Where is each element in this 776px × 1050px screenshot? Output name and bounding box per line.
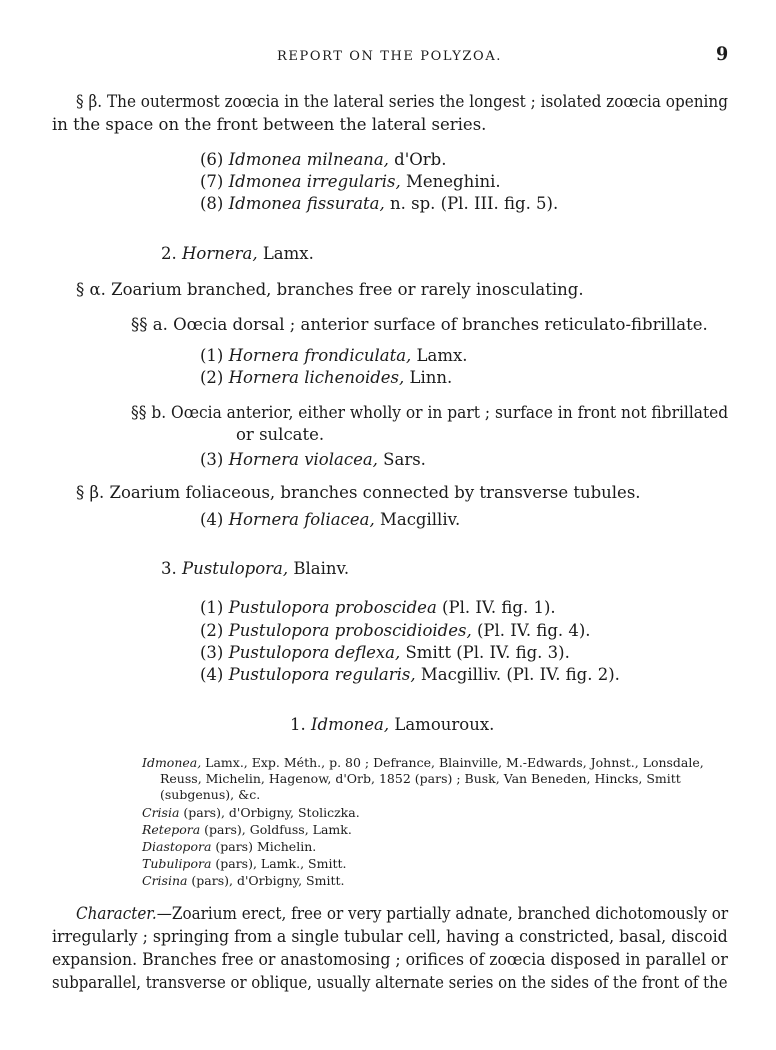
species-authority: Meneghini. — [400, 172, 501, 191]
synonym-refs: Lamx., Exp. Méth., p. 80 ; Defrance, Blainville, M.-Edwards, Johnst., Lonsdale, — [201, 755, 704, 770]
species-name: Hornera violacea, — [228, 450, 378, 469]
subsection-ab — [131, 403, 728, 423]
species-entry — [200, 665, 620, 685]
synonymy-line: Reuss, Michelin, Hagenow, d'Orb, 1852 (pars) ; Busk, Van Beneden, Hincks, Smitt — [160, 771, 681, 786]
species-name: Idmonea milneana, — [228, 150, 389, 169]
running-title: REPORT ON THE POLYZOA. — [277, 49, 503, 64]
character-line: expansion. Branches free or anastomosing ; orifices of zoœcia disposed in parallel or — [52, 950, 728, 969]
species-entry — [200, 643, 570, 663]
character-text: —Zoarium erect, free or very partially adnate, branched dichotomously or — [156, 904, 729, 923]
section-symbol: § α. — [76, 280, 106, 299]
species-entry — [200, 194, 558, 214]
section-text: Zoarium foliaceous, branches connected by transverse tubules. — [109, 483, 641, 502]
species-number: (7) — [200, 172, 224, 191]
subsection-aa — [131, 315, 708, 335]
species-authority: Sars. — [377, 450, 426, 469]
species-number: (8) — [200, 194, 224, 213]
section-beta-idmonea — [76, 92, 728, 112]
species-name: Hornera foliacea, — [228, 510, 375, 529]
synonym-name: Tubulipora — [142, 856, 212, 871]
genus-authority: Lamouroux. — [389, 715, 495, 734]
section-symbol: § β. — [76, 483, 105, 502]
character-line: subparallel, transverse or oblique, usually alternate series on the sides of the front of the — [52, 973, 728, 992]
species-authority: Linn. — [404, 368, 453, 387]
synonym-refs: (pars), Goldfuss, Lamk. — [200, 822, 352, 837]
synonymy-line — [142, 755, 704, 771]
section-symbol: §§ a. — [131, 315, 168, 334]
section-text: Oœcia dorsal ; anterior surface of branches reticulato-fibrillate. — [173, 315, 708, 334]
synonym-refs: (pars), Lamk., Smitt. — [211, 856, 347, 871]
species-number: (3) — [200, 450, 224, 469]
species-number: (3) — [200, 643, 224, 662]
section-text: Oœcia anterior, either wholly or in part ; surface in front not fibrillated — [171, 403, 729, 422]
species-authority: (Pl. IV. fig. 1). — [436, 598, 556, 617]
species-number: (6) — [200, 150, 224, 169]
species-number: (1) — [200, 598, 224, 617]
synonym-name: Crisia — [142, 805, 180, 820]
species-name: Pustulopora deflexa, — [228, 643, 401, 662]
species-authority: d'Orb. — [388, 150, 447, 169]
synonymy-line — [142, 839, 316, 855]
species-entry — [200, 450, 426, 470]
genus-name: Pustulopora, — [182, 559, 289, 578]
species-name: Idmonea fissurata, — [228, 194, 385, 213]
genus-authority: Lamx. — [257, 244, 314, 263]
synonym-name: Retepora — [142, 822, 201, 837]
species-entry — [200, 510, 460, 530]
genus-name: Hornera, — [182, 244, 258, 263]
species-name: Hornera frondiculata, — [228, 346, 412, 365]
synonym-name: Idmonea, — [142, 755, 202, 770]
species-entry — [200, 368, 452, 388]
species-number: (4) — [200, 665, 224, 684]
synonymy-line — [142, 805, 360, 821]
section-text: The outermost zoœcia in the lateral series the longest ; isolated zoœcia opening — [106, 92, 728, 111]
genus-heading-hornera — [161, 244, 314, 264]
species-name: Pustulopora proboscidea — [228, 598, 437, 617]
species-entry — [200, 598, 556, 618]
species-name: Pustulopora proboscidioides, — [228, 621, 472, 640]
section-beta-hornera — [76, 483, 641, 503]
species-authority: Smitt (Pl. IV. fig. 3). — [400, 643, 570, 662]
genus-name: Idmonea, — [311, 715, 390, 734]
section-symbol: § β. — [76, 92, 103, 111]
synonym-refs: (pars) Michelin. — [211, 839, 317, 854]
genus-authority: Blainv. — [288, 559, 350, 578]
page-number: 9 — [716, 43, 729, 65]
species-entry — [200, 346, 468, 366]
synonym-name: Diastopora — [142, 839, 212, 854]
section-symbol: §§ b. — [131, 403, 167, 422]
genus-number: 1. — [290, 715, 306, 734]
species-number: (4) — [200, 510, 224, 529]
genus-number: 2. — [161, 244, 177, 263]
section-text-continued: in the space on the front between the lateral series. — [52, 115, 487, 134]
synonymy-line — [142, 873, 344, 889]
section-text-continued: or sulcate. — [236, 425, 325, 444]
character-label: Character. — [76, 904, 157, 923]
species-number: (1) — [200, 346, 224, 365]
synonymy-line — [142, 822, 352, 838]
species-name: Pustulopora regularis, — [228, 665, 416, 684]
character-line — [76, 904, 728, 924]
species-authority: (Pl. IV. fig. 4). — [471, 621, 591, 640]
species-name: Idmonea irregularis, — [228, 172, 401, 191]
genus-number: 3. — [161, 559, 177, 578]
species-authority: Macgilliv. — [374, 510, 461, 529]
species-number: (2) — [200, 368, 224, 387]
species-authority: Lamx. — [411, 346, 468, 365]
species-name: Hornera lichenoides, — [228, 368, 405, 387]
genus-heading-pustulopora — [161, 559, 349, 579]
species-number: (2) — [200, 621, 224, 640]
synonymy-line: (subgenus), &c. — [160, 787, 261, 802]
synonym-name: Crisina — [142, 873, 188, 888]
section-text: Zoarium branched, branches free or rarely inosculating. — [111, 280, 584, 299]
genus-heading-idmonea — [290, 715, 494, 735]
species-entry — [200, 621, 591, 641]
species-authority: n. sp. (Pl. III. fig. 5). — [384, 194, 559, 213]
synonym-refs: (pars), d'Orbigny, Smitt. — [187, 873, 345, 888]
synonym-refs: (pars), d'Orbigny, Stoliczka. — [179, 805, 360, 820]
synonymy-line — [142, 856, 346, 872]
character-line: irregularly ; springing from a single tubular cell, having a constricted, basal, discoid — [52, 927, 728, 946]
section-alpha-hornera — [76, 280, 584, 300]
species-entry — [200, 150, 446, 170]
species-authority: Macgilliv. (Pl. IV. fig. 2). — [415, 665, 620, 684]
species-entry — [200, 172, 501, 192]
